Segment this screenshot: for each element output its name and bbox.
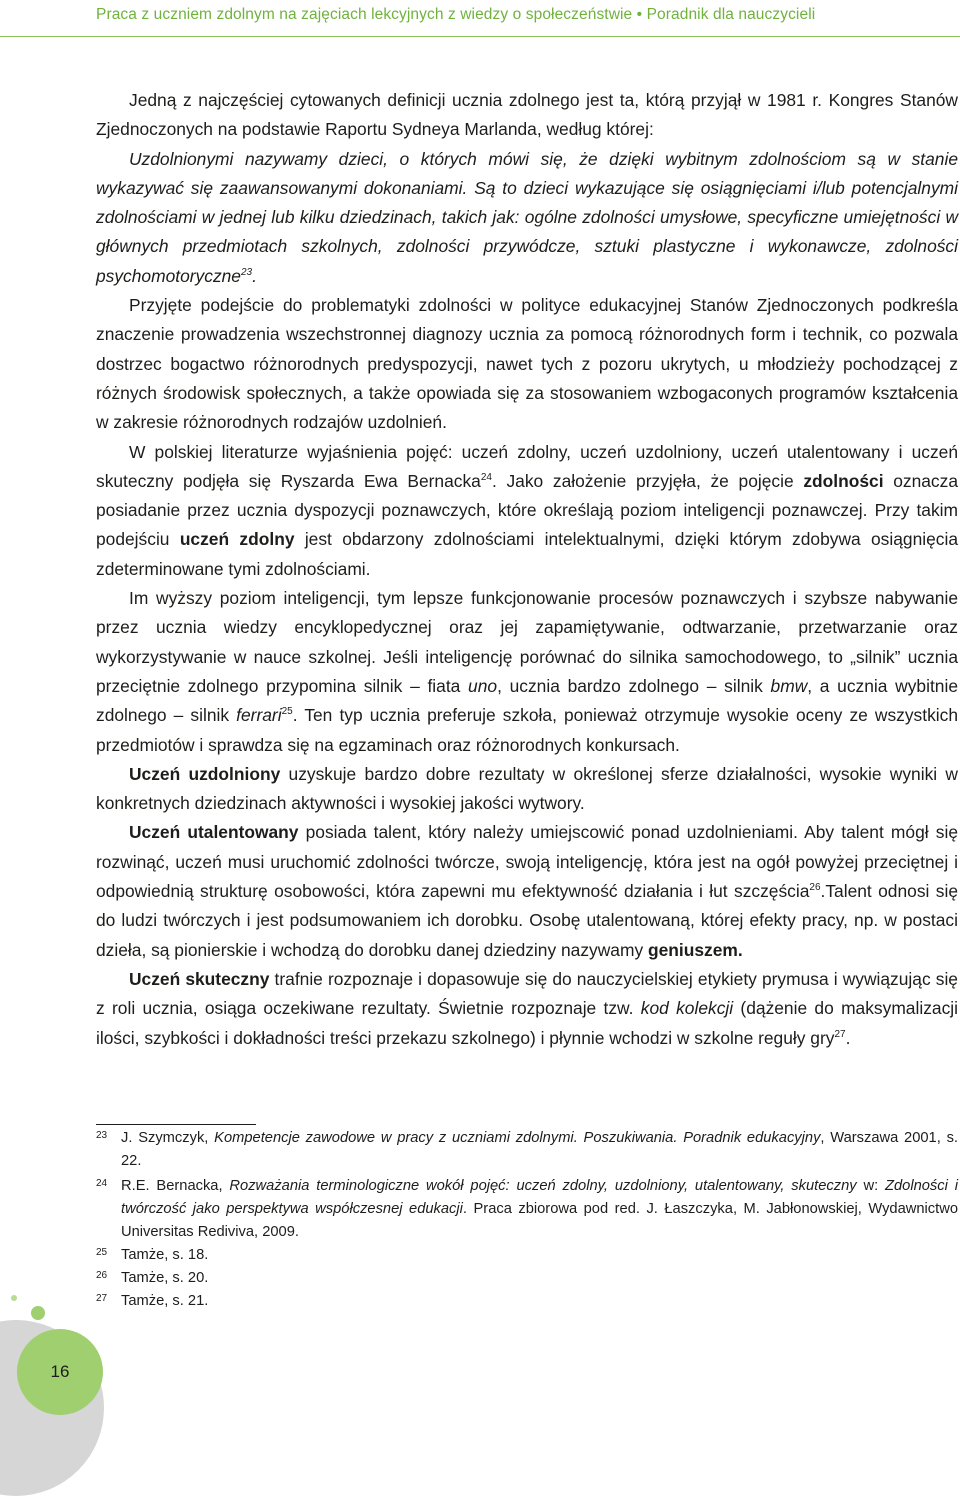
p4-text-c: , a ucznia wybitnie zdolnego – silnik — [96, 675, 958, 726]
p4-italic-uno: uno — [468, 675, 498, 696]
footnote-rule — [96, 1124, 256, 1125]
footnote-text: J. Szymczyk, — [121, 1130, 215, 1146]
footnote-text: Tamże, s. 20. — [121, 1270, 209, 1286]
term-zdolnosci: zdolności — [803, 470, 884, 491]
footnote-text: Tamże, s. 18. — [121, 1247, 209, 1263]
footnote-25 — [96, 1244, 958, 1267]
p4-text-d: . Ten typ ucznia preferuje szkoła, ponieważ otrzymuje wysokie oceny ze wszystkich przedmiotów i sprawdza się na egzaminach oraz różnorodnych konkursach. — [96, 705, 958, 755]
paragraph-2: Przyjęte podejście do problematyki zdolności w polityce edukacyjnej Stanów Zjednoczonych podkreśla znaczenie prowadzenia wszechstronnej diagnozy ucznia za pomocą różnorodnych form i technik, co pozwala dostrzec bogactwo różnorodnych predyspozycji, nawet tych z pozoru ukrytych, u młodzieży pochodzącej z różnych środowisk społecznych, a także opowiada się za stosowaniem wzbogaconych programów kształcenia w zakresie różnorodnych rodzajów uzdolnień. — [96, 295, 958, 433]
footnote-text: . Praca zbiorowa pod red. J. Łaszczyka, M. Jabłonowskiej, Wydawnictwo Universitas Rediviva, 2009. — [121, 1201, 959, 1240]
p3-text-a: W polskiej literaturze wyjaśnienia pojęć: uczeń zdolny, uczeń uzdolniony, uczeń utalentowany i uczeń skuteczny podjęła się Ryszarda Ewa Bernacka — [96, 441, 958, 491]
footnote-title: Kompetencje zawodowe w pracy z uczniami zdolnymi. Poszukiwania. Poradnik edukacyjny — [214, 1130, 821, 1146]
quote-end: . — [252, 265, 257, 286]
term-uczen-skuteczny: Uczeń skuteczny — [129, 968, 270, 989]
p6-text-b: .Talent odnosi się do ludzi twórczych i jest podsumowaniem ich dorobku. Osobę utalentowaną, której efekty pracy, np. w postaci dzieła, są pionierskie i wchodzą do dorobku danej dziedziny nazywamy — [96, 881, 958, 960]
quote-text: Uzdolnionymi nazywamy dzieci, o których mówi się, że dzięki wybitnym zdolnościom są w stanie wykazywać się zaawansowanymi dokonaniami. Są to dzieci wykazujące się osiągnięciami i/lub potencjalnymi zdolnościami w jednej lub kilku dziedzinach, takich jak: ogólne zdolności umysłowe, specyficzne umiejętności w głównych przedmiotach szkolnych, zdolności przywódcze, sztuki plastyczne i wykonawcze, zdolności psychomotoryczne — [96, 148, 958, 286]
footnote-title: Zdolności i twórczość jako perspektywa współczesnej edukacji — [121, 1178, 958, 1217]
paragraph-5 — [96, 760, 958, 819]
definition-quote — [96, 145, 958, 291]
main-text — [96, 86, 958, 1053]
p4-italic-bmw: bmw — [770, 675, 808, 696]
footnote-text: R.E. Bernacka, — [121, 1178, 230, 1194]
p3-text-c: oznacza posiadanie przez ucznia dyspozycji poznawczych, które określają poziom inteligencji poznawczej. Przy takim podejściu — [96, 470, 958, 550]
footnote-ref-25[interactable]: 25 — [281, 706, 293, 718]
p3-text-d: jest obdarzony zdolnościami intelektualnymi, dzięki którym zdobywa osiągnięcia zdeterminowane tymi zdolnościami. — [96, 529, 959, 579]
p7-text-a: trafnie rozpoznaje i dopasowuje się do nauczycielskiej etykiety prymusa i wywiązując się z roli ucznia, osiąga oczekiwane rezultaty. Świetnie rozpoznaje tzw. — [96, 968, 958, 1019]
p4-text-a: Im wyższy poziom inteligencji, tym lepsze funkcjonowanie procesów poznawczych i szybsze nabywanie przez ucznia wiedzy encyklopedycznej oraz jej zapamiętywanie, odtwarzanie, przetwarzanie oraz wykorzystywanie w nauce szkolnej. Jeśli inteligencję porównać do silnika samochodowego, to „silnik” ucznia przeciętnie zdolnego przypomina silnik – fiata — [96, 588, 958, 696]
footnote-ref-26[interactable]: 26 — [809, 882, 821, 894]
paragraph-6 — [96, 818, 958, 964]
footnote-27 — [96, 1290, 958, 1313]
term-uczen-zdolny: uczeń zdolny — [179, 529, 295, 550]
footnotes — [96, 1127, 958, 1313]
footnote-number: 24 — [96, 1178, 108, 1189]
footnote-ref-24[interactable]: 24 — [480, 472, 492, 484]
p6-text-a: posiada talent, który należy umiejscowić ponad uzdolnieniami. Aby talent mógł się rozwinąć, uczeń musi uruchomić zdolności twórcze, swoją inteligencję, która jest na ogół powyżej przeciętnej i odpowiednią strukturę osobowości, która zapewni mu efektywność działania i łut szczęścia — [96, 822, 958, 902]
footnote-number: 26 — [96, 1270, 108, 1281]
footnote-ref-27[interactable]: 27 — [834, 1028, 846, 1040]
p4-text-b: , ucznia bardzo zdolnego – silnik — [497, 675, 771, 696]
term-uczen-uzdolniony: Uczeń uzdolniony — [129, 763, 281, 784]
footnote-title: Rozważania terminologiczne wokół pojęć: uczeń zdolny, uzdolniony, utalentowany, skuteczny — [229, 1178, 857, 1194]
p7-text-b: (dążenie do maksymalizacji ilości, szybkości i dokładności treści przekazu szkolnego) i płynnie wchodzi w szkolne reguły gry — [96, 998, 958, 1048]
footnote-number: 23 — [96, 1130, 108, 1141]
footnote-24 — [96, 1175, 958, 1244]
footnote-number: 25 — [96, 1247, 108, 1258]
term-geniusz: geniuszem. — [647, 939, 743, 960]
footnote-26 — [96, 1267, 958, 1290]
paragraph-7 — [96, 965, 958, 1053]
p4-italic-ferrari: ferrari — [236, 705, 282, 726]
p3-text-b: . Jako założenie przyjęła, że pojęcie — [491, 470, 804, 491]
decorative-dot — [11, 1295, 17, 1301]
footnote-23 — [96, 1127, 958, 1173]
decorative-green-dot — [31, 1306, 45, 1320]
p5-text: uzyskuje bardzo dobre rezultaty w określonej sferze działalności, wysokie wyniki w konkretnych dziedzinach aktywności i wysokiej jakości wytwory. — [96, 763, 958, 814]
footnote-number: 27 — [96, 1293, 108, 1304]
footnote-text: w: — [856, 1178, 886, 1194]
page-number: 16 — [50, 1362, 70, 1381]
footnote-text: Tamże, s. 21. — [121, 1293, 209, 1309]
p7-end: . — [845, 1027, 851, 1048]
footnote-ref-23[interactable]: 23 — [240, 266, 253, 278]
running-header: Praca z uczniem zdolnym na zajęciach lekcyjnych z wiedzy o społeczeństwie • Poradnik dla nauczycieli — [96, 6, 816, 23]
term-uczen-utalentowany: Uczeń utalentowany — [129, 822, 299, 843]
footnote-text: , Warszawa 2001, s. 22. — [121, 1130, 959, 1169]
header-rule — [0, 36, 960, 37]
paragraph-3 — [96, 438, 958, 584]
paragraph-1: Jedną z najczęściej cytowanych definicji ucznia zdolnego jest ta, którą przyjął w 1981 r. Kongres Stanów Zjednoczonych na podstawie Raportu Sydneya Marlanda, według której: — [96, 90, 958, 140]
paragraph-4 — [96, 584, 958, 760]
p7-italic-kod-kolekcji: kod kolekcji — [640, 998, 734, 1019]
